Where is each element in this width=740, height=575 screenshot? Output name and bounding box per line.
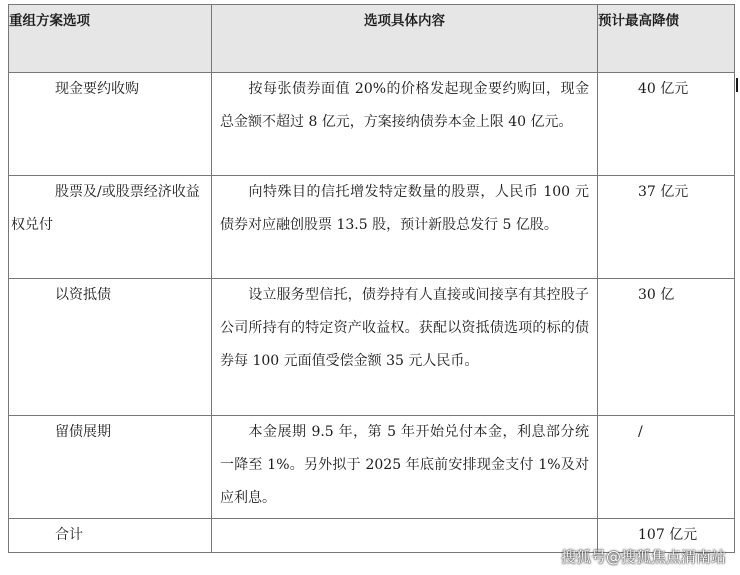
table-row bbox=[9, 73, 735, 176]
reduction-cell bbox=[598, 176, 735, 279]
reduction-value: 30 亿 bbox=[638, 287, 675, 303]
option-label: 以资抵债 bbox=[55, 287, 111, 303]
total-label-cell bbox=[9, 519, 212, 553]
reduction-value: / bbox=[638, 424, 643, 440]
restructuring-options-table bbox=[8, 4, 735, 553]
content-cell bbox=[212, 279, 598, 416]
header-option bbox=[9, 5, 212, 73]
table-row bbox=[9, 176, 735, 279]
header-option-label: 重组方案选项 bbox=[9, 13, 90, 29]
option-label: 现金要约收购 bbox=[55, 81, 139, 97]
header-content bbox=[212, 5, 598, 73]
option-label: 留债展期 bbox=[55, 424, 111, 440]
option-cell bbox=[9, 279, 212, 416]
content-text: 设立服务型信托，债券持有人直接或间接享有其控股子公司所持有的特定资产收益权。获配以资抵债选项的标的债券每 100 元面值受偿金额 35 元人民币。 bbox=[220, 287, 589, 369]
table-row bbox=[9, 279, 735, 416]
table-header-row bbox=[9, 5, 735, 73]
watermark: 搜狐号@搜狐焦点渭南站 bbox=[560, 548, 726, 566]
option-cell bbox=[9, 176, 212, 279]
reduction-cell bbox=[598, 279, 735, 416]
header-reduction-label: 预计最高降债 bbox=[598, 13, 679, 29]
reduction-cell bbox=[598, 73, 735, 176]
option-cell bbox=[9, 416, 212, 519]
total-empty-cell bbox=[212, 519, 598, 553]
header-reduction bbox=[598, 5, 735, 73]
content-cell bbox=[212, 73, 598, 176]
total-value: 107 亿元 bbox=[638, 527, 698, 543]
reduction-cell bbox=[598, 416, 735, 519]
reduction-value: 37 亿元 bbox=[638, 184, 689, 200]
content-text: 按每张债券面值 20%的价格发起现金要约购回，现金总金额不超过 8 亿元，方案接纳债券本金上限 40 亿元。 bbox=[220, 81, 589, 130]
content-cell bbox=[212, 416, 598, 519]
table-row bbox=[9, 416, 735, 519]
option-label: 股票及/或股票经济收益权兑付 bbox=[11, 184, 200, 233]
option-cell bbox=[9, 73, 212, 176]
total-label: 合计 bbox=[55, 527, 83, 543]
content-cell bbox=[212, 176, 598, 279]
reduction-value: 40 亿元 bbox=[638, 81, 689, 97]
content-text: 向特殊目的信托增发特定数量的股票，人民币 100 元债券对应融创股票 13.5 股，预计新股总发行 5 亿股。 bbox=[220, 184, 589, 233]
header-content-label: 选项具体内容 bbox=[364, 13, 445, 29]
page-edge-mark bbox=[736, 78, 738, 92]
content-text: 本金展期 9.5 年，第 5 年开始兑付本金，利息部分统一降至 1%。另外拟于 2025 年底前安排现金支付 1%及对应利息。 bbox=[220, 424, 589, 506]
